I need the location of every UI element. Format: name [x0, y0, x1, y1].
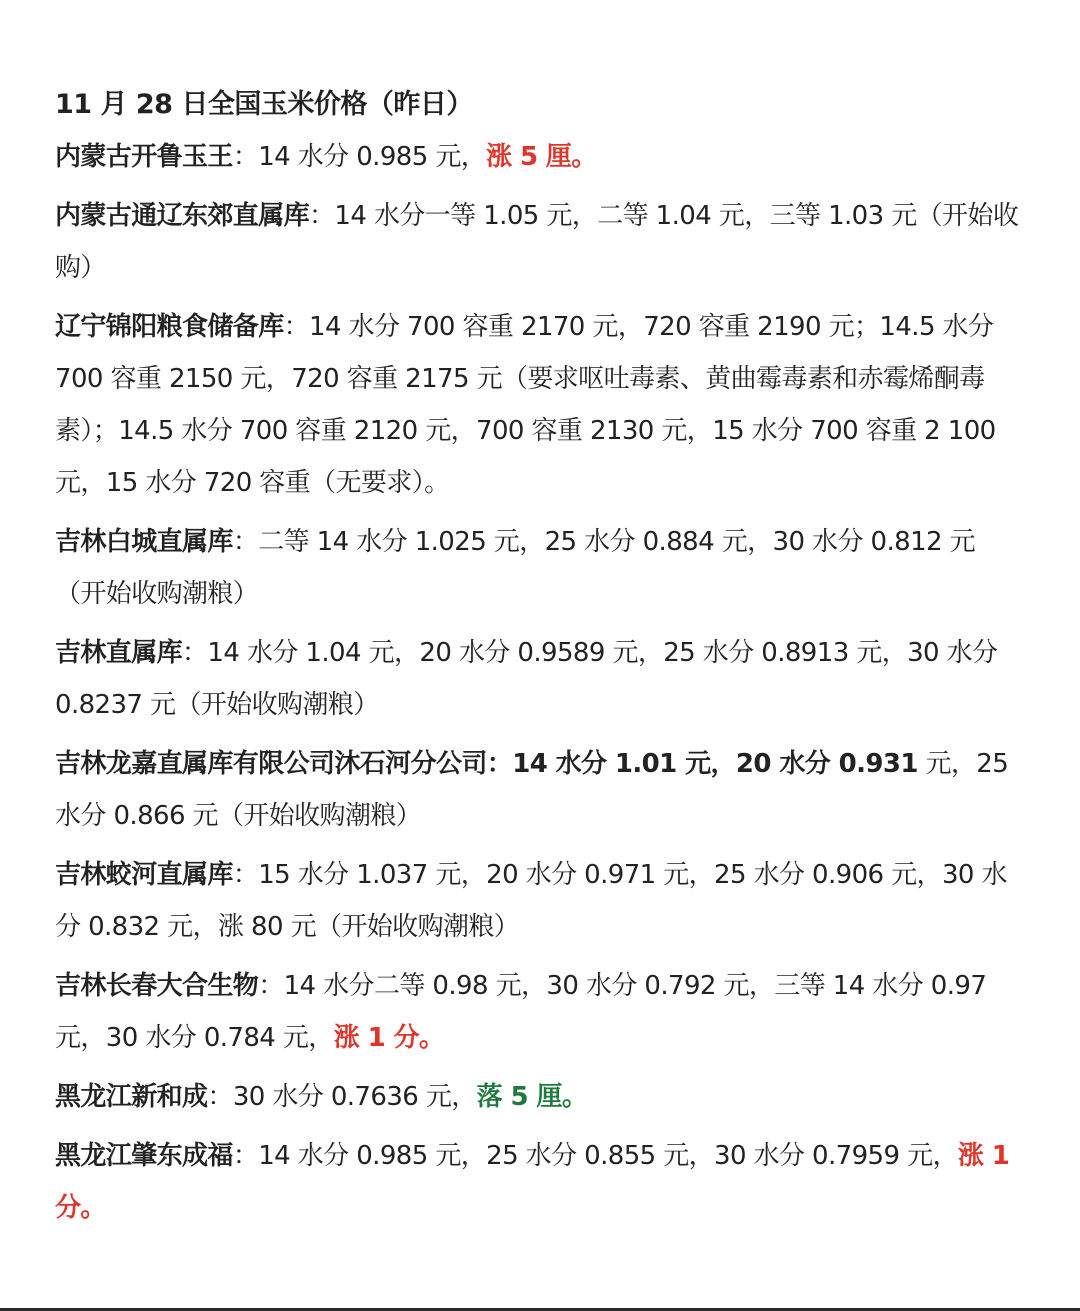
entry-text: 14 水分 0.985 元， — [258, 142, 487, 172]
price-entry — [55, 1130, 1027, 1234]
entry-name: 内蒙古开鲁玉王 — [55, 142, 233, 172]
entry-separator: ： — [232, 860, 259, 890]
price-entry — [55, 131, 1027, 183]
entry-separator: ： — [207, 1082, 233, 1112]
entry-text: 14 水分 0.985 元，25 水分 0.855 元，30 水分 0.7959 元， — [258, 1141, 958, 1171]
entry-text: 14 水分 700 容重 2170 元，720 容重 2190 元；14.5 水分 700 容重 2150 元，720 容重 2175 元（要求呕吐毒素、黄曲霉毒素和赤霉烯酮毒素）；14.5 水分 700 容重 2120 元，700 容重 2130 元，15 水分 700 容重 2 100 元，15 水分 720 容重（无要求）。 — [55, 312, 996, 498]
entry-separator: ： — [309, 201, 335, 231]
price-entry — [55, 190, 1027, 294]
entry-name: 内蒙古通辽东郊直属库 — [55, 201, 310, 231]
entry-name: 吉林白城直属库 — [55, 527, 233, 557]
entry-text: 14 水分 1.04 元，20 水分 0.9589 元，25 水分 0.8913 元，30 水分 0.8237 元（开始收购潮粮） — [55, 638, 998, 720]
entry-bold-text: 14 水分 1.01 元，20 水分 0.931 — [512, 749, 918, 779]
price-rise-note: 涨 5 厘。 — [486, 142, 597, 172]
entry-separator: ： — [232, 1141, 259, 1171]
entry-text: 30 水分 0.7636 元， — [232, 1082, 477, 1112]
entry-name: 吉林长春大合生物 — [55, 971, 259, 1001]
price-entry — [55, 301, 1027, 509]
entry-name: 黑龙江新和成 — [55, 1082, 208, 1112]
price-entry — [55, 627, 1027, 731]
entry-text: 元，25 水分 0.866 元（开始收购潮粮） — [55, 749, 1009, 831]
entry-text: 14 水分一等 1.05 元，二等 1.04 元，三等 1.03 元（开始收购） — [55, 201, 1019, 283]
entry-separator: ： — [182, 638, 208, 668]
entry-text: 15 水分 1.037 元，20 水分 0.971 元，25 水分 0.906 元，30 水分 0.832 元，涨 80 元（开始收购潮粮） — [55, 860, 1007, 942]
entry-separator: ： — [232, 527, 259, 557]
entry-text: 二等 14 水分 1.025 元，25 水分 0.884 元，30 水分 0.812 元 （开始收购潮粮） — [55, 527, 976, 609]
price-entry — [55, 1071, 1027, 1123]
entry-separator: ： — [283, 312, 310, 342]
price-rise-note: 涨 1 分。 — [55, 1141, 1010, 1223]
entry-name: 吉林龙嘉直属库有限公司沐石河分公司： — [55, 749, 513, 779]
price-fall-note: 落 5 厘。 — [476, 1082, 588, 1112]
entry-separator: ： — [258, 971, 284, 1001]
price-rise-note: 涨 1 分。 — [333, 1023, 445, 1053]
price-entry — [55, 738, 1027, 842]
price-entry — [55, 516, 1027, 620]
entry-name: 吉林蛟河直属库 — [55, 860, 233, 890]
entry-text: 14 水分二等 0.98 元，30 水分 0.792 元，三等 14 水分 0.97 元，30 水分 0.784 元， — [55, 971, 987, 1053]
price-entry — [55, 960, 1027, 1064]
entry-separator: ： — [232, 142, 259, 172]
article-body — [55, 82, 1027, 1241]
entry-name: 黑龙江肇东成福 — [55, 1141, 233, 1171]
page-title: 11 月 28 日全国玉米价格（昨日） — [55, 89, 473, 120]
price-entry — [55, 849, 1027, 953]
entry-name: 辽宁锦阳粮食储备库 — [55, 312, 284, 342]
entry-name: 吉林直属库 — [55, 638, 183, 668]
